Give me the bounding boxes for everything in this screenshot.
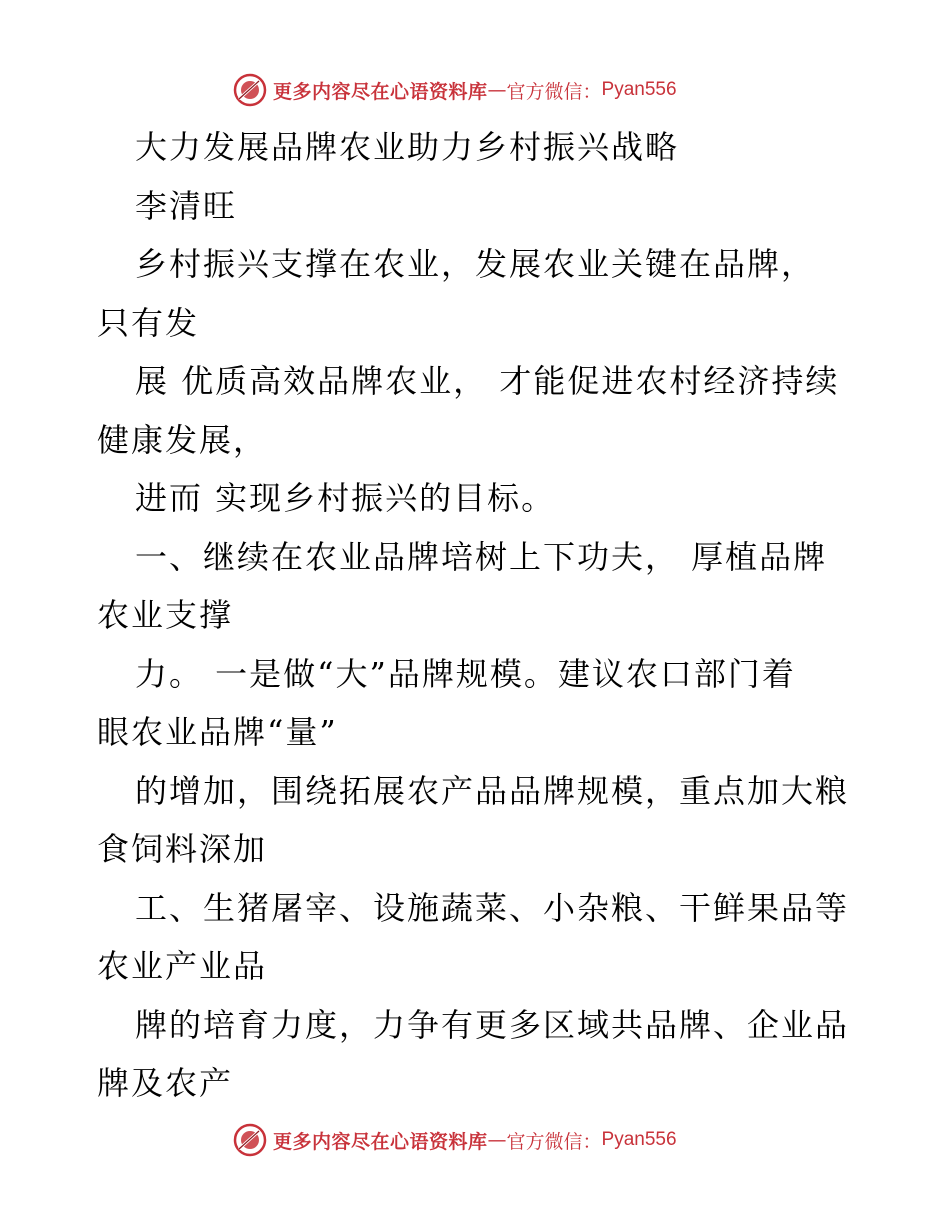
banner-wechat-id: Pyan556 bbox=[601, 1129, 677, 1150]
banner-wechat-label: 官方微信： bbox=[506, 1130, 602, 1153]
section-heading-line: 一、继续在农业品牌培树上下功夫， 厚植品牌 bbox=[135, 537, 828, 576]
text-line: 力。 一是做“大”品牌规模。建议农口部门着 bbox=[135, 654, 796, 693]
banner-text: 更多内容尽在心语资料库 bbox=[273, 80, 488, 103]
header-watermark-banner bbox=[233, 72, 677, 108]
brand-logo-icon bbox=[233, 1123, 267, 1157]
brand-logo-icon bbox=[233, 73, 267, 107]
text-line: 眼农业品牌“量” bbox=[97, 713, 338, 751]
text-line: 只有发 bbox=[97, 303, 200, 342]
text-line: 乡村振兴支撑在农业，发展农业关键在品牌， bbox=[135, 245, 816, 283]
banner-dash: — bbox=[487, 1129, 507, 1151]
text-line: 进而 实现乡村振兴的目标。 bbox=[135, 479, 556, 517]
banner-wechat-id: Pyan556 bbox=[601, 79, 677, 100]
text-line: 健康发展， bbox=[97, 420, 268, 459]
document-title: 大力发展品牌农业助力乡村振兴战略 bbox=[135, 128, 680, 166]
banner-text: 更多内容尽在心语资料库 bbox=[273, 1130, 488, 1153]
text-line: 农业产业品 bbox=[97, 947, 268, 985]
document-author: 李清旺 bbox=[135, 186, 238, 225]
text-line: 展 优质高效品牌农业， 才能促进农村经济持续 bbox=[135, 362, 840, 400]
banner-wechat-label: 官方微信： bbox=[506, 80, 602, 103]
text-line: 工、生猪屠宰、设施蔬菜、小杂粮、干鲜果品等 bbox=[135, 888, 850, 927]
text-line: 食饲料深加 bbox=[97, 830, 268, 868]
text-line: 牌及农产 bbox=[97, 1064, 234, 1102]
text-line: 农业支撑 bbox=[97, 596, 234, 634]
footer-watermark-banner bbox=[233, 1122, 677, 1158]
document-body bbox=[97, 118, 917, 1113]
text-line: 牌的培育力度，力争有更多区域共品牌、企业品 bbox=[135, 1005, 850, 1044]
text-line: 的增加，围绕拓展农产品品牌规模，重点加大粮 bbox=[135, 771, 850, 810]
banner-dash: — bbox=[487, 79, 507, 101]
